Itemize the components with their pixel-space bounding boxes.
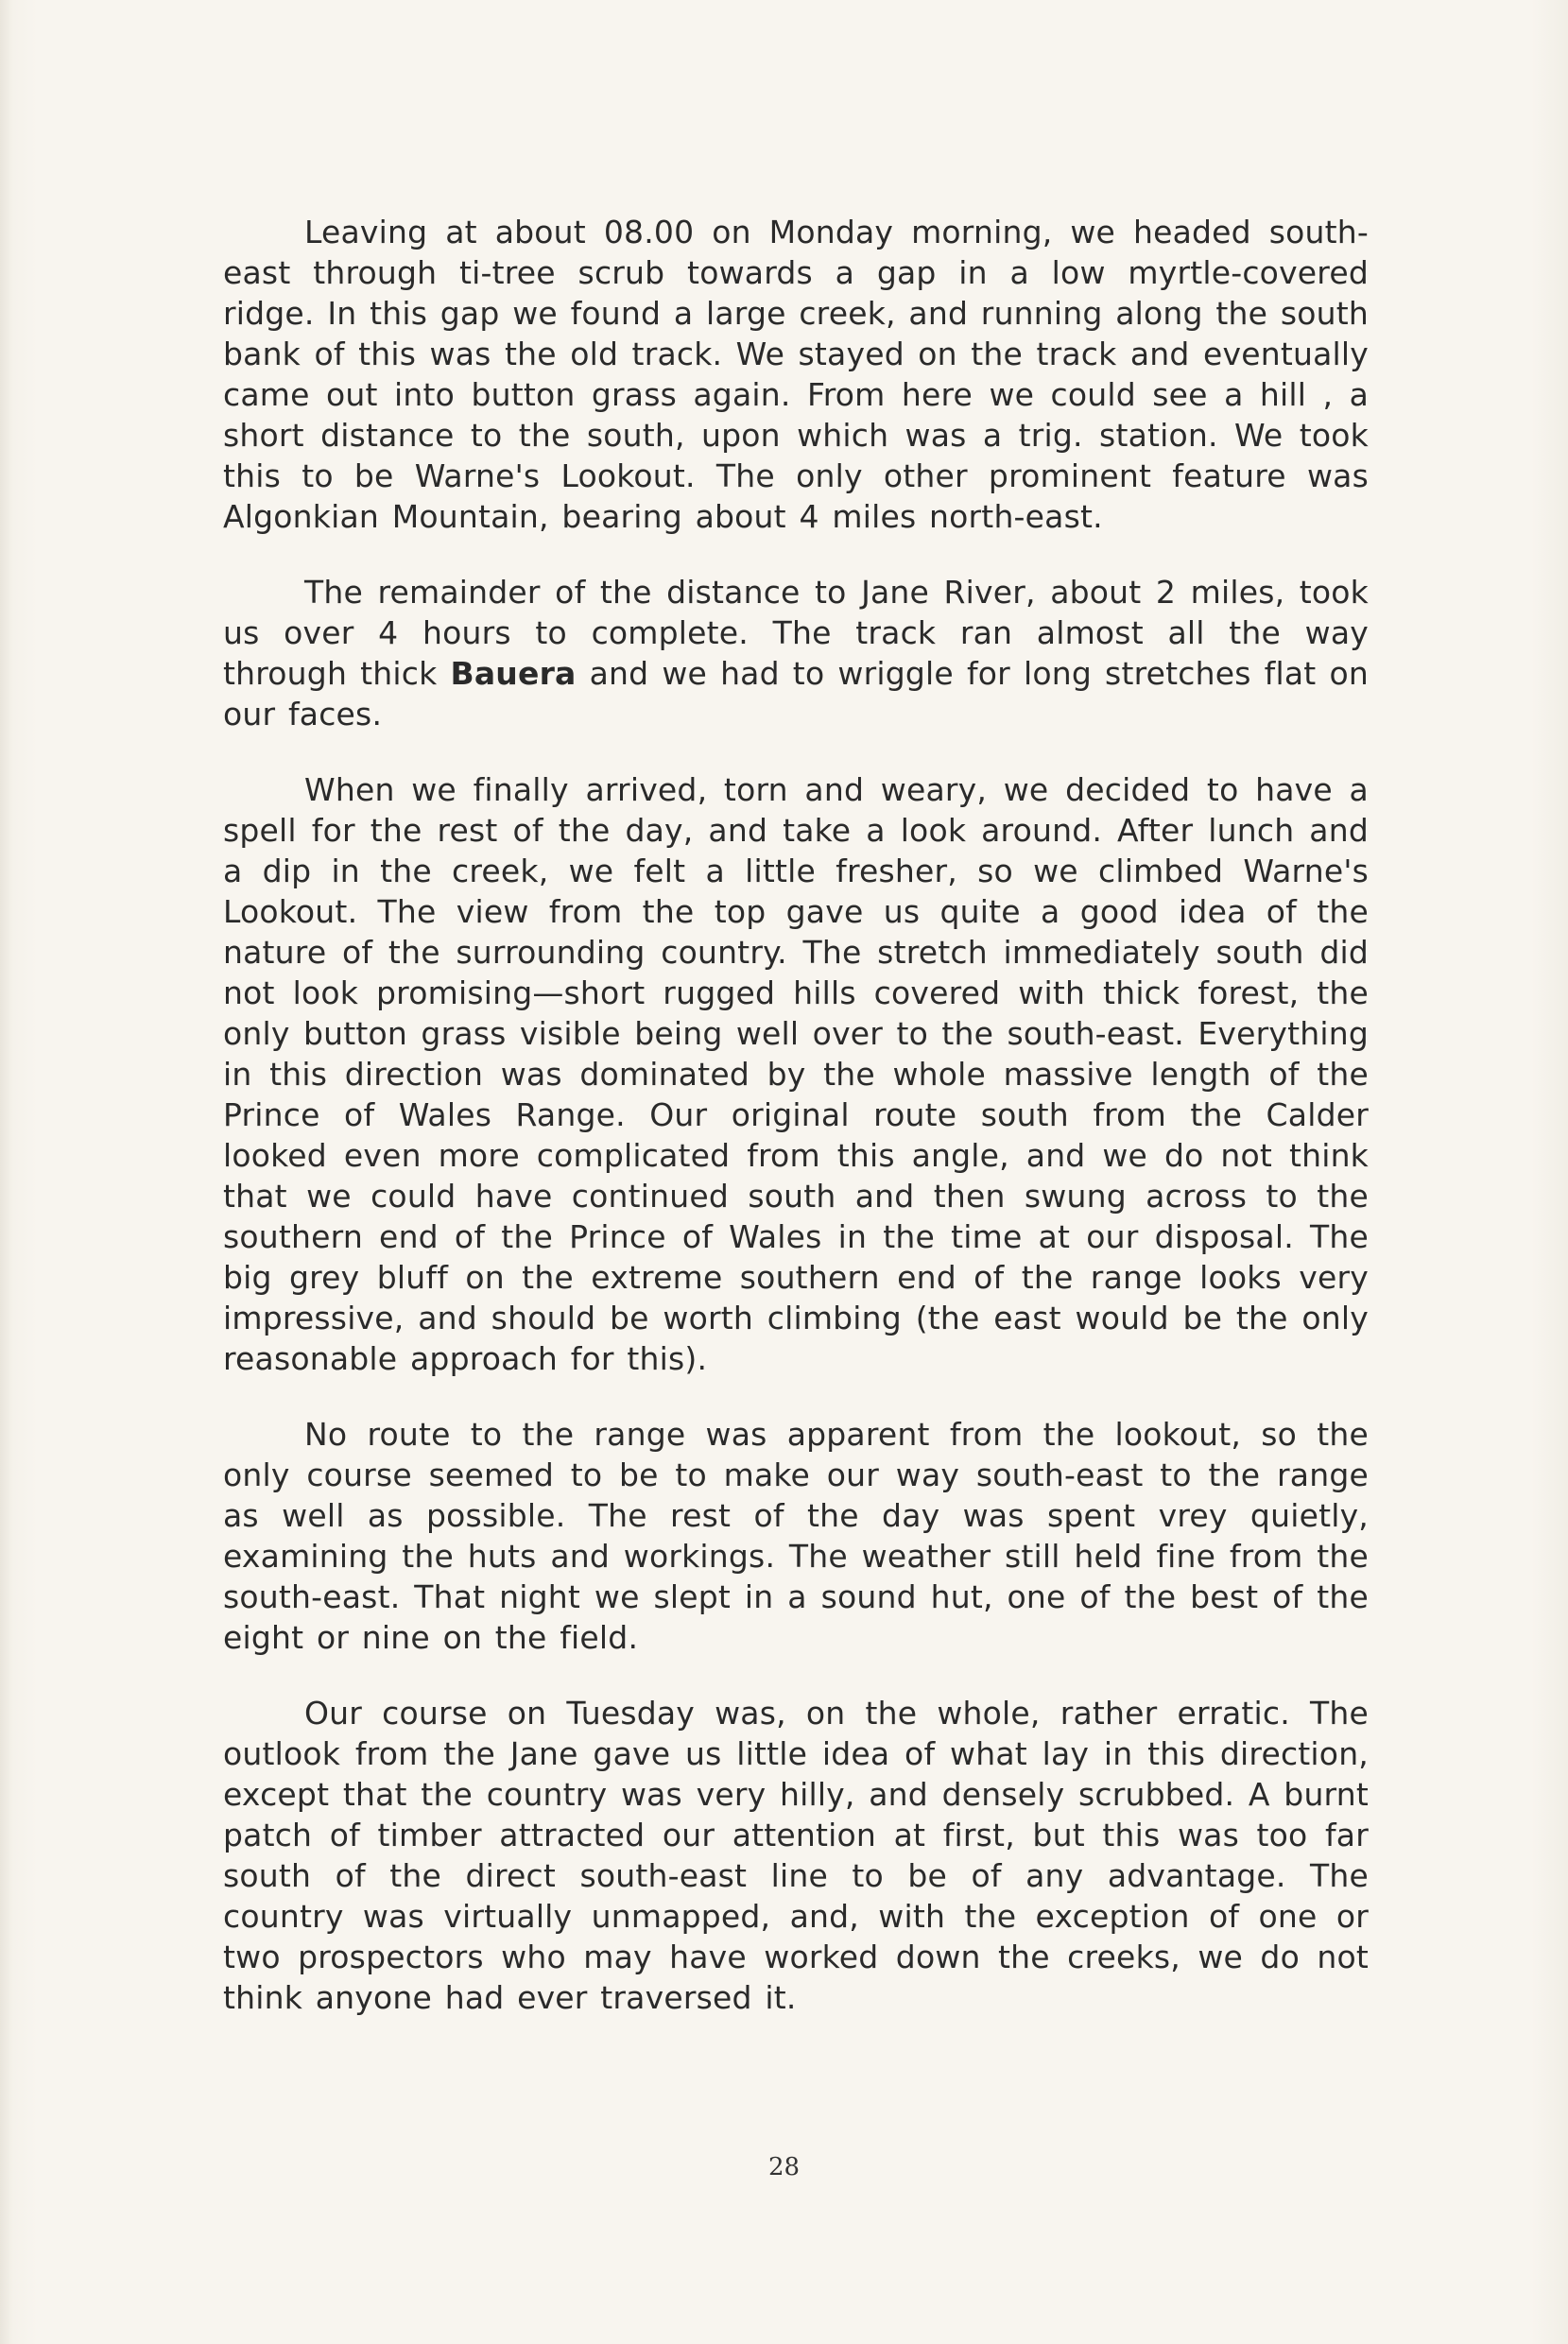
body-text (223, 212, 1369, 2053)
paragraph-jane-river (223, 572, 1369, 734)
paragraph-monday-morning: Leaving at about 08.00 on Monday morning, we headed south-east through ti-tree scrub towards a gap in a low myrtle-covered ridge. In this gap we found a large creek, and running along the south bank of this was the old track. We stayed on the track and eventually came out into button grass again. From here we could see a hill , a short distance to the south, upon which was a trig. station. We took this to be Warne's Lookout. The only other prominent feature was Algonkian Mountain, bearing about 4 miles north-east. (223, 214, 1369, 535)
paragraph-no-route: No route to the range was apparent from the lookout, so the only course seemed to be to make our way south-east to the range as well as possible. The rest of the day was spent vrey quietly, examining the huts and workings. The weather still held fine from the south-east. That night we slept in a sound hut, one of the best of the eight or nine on the field. (223, 1416, 1369, 1656)
paragraph-tuesday-course: Our course on Tuesday was, on the whole, rather erratic. The outlook from the Jane gave us little idea of what lay in this direction, except that the country was very hilly, and densely scrubbed. A burnt patch of timber attracted our attention at first, but this was too far south of the direct south-east line to be of any advantage. The country was virtually unmapped, and, with the exception of one or two prospectors who may have worked down the creeks, we do not think anyone had ever traversed it. (223, 1695, 1369, 2016)
paragraph-jane-river-after: and we had to wriggle for long stretches flat on our faces. (223, 655, 1369, 732)
paragraph-warnes-lookout: When we finally arrived, torn and weary, we decided to have a spell for the rest of the day, and take a look around. After lunch and a dip in the creek, we felt a little fresher, so we climbed Warne's Lookout. The view from the top gave us quite a good idea of the nature of the surrounding country. The stretch immediately south did not look promising—short rugged hills covered with thick forest, the only button grass visible being well over to the south-east. Everything in this direction was dominated by the whole massive length of the Prince of Wales Range. Our original route south from the Calder looked even more complicated from this angle, and we do not think that we could have continued south and then swung across to the southern end of the Prince of Wales in the time at our disposal. The big grey bluff on the extreme southern end of the range looks very impressive, and should be worth climbing (the east would be the only reasonable approach for this). (223, 771, 1369, 1377)
page-number: 28 (767, 2153, 801, 2181)
paragraph-jane-river-before: The remainder of the distance to Jane River, about 2 miles, took us over 4 hours to complete. The track ran almost all the way through thick (223, 574, 1369, 692)
bauera-bold-term: Bauera (450, 655, 577, 692)
